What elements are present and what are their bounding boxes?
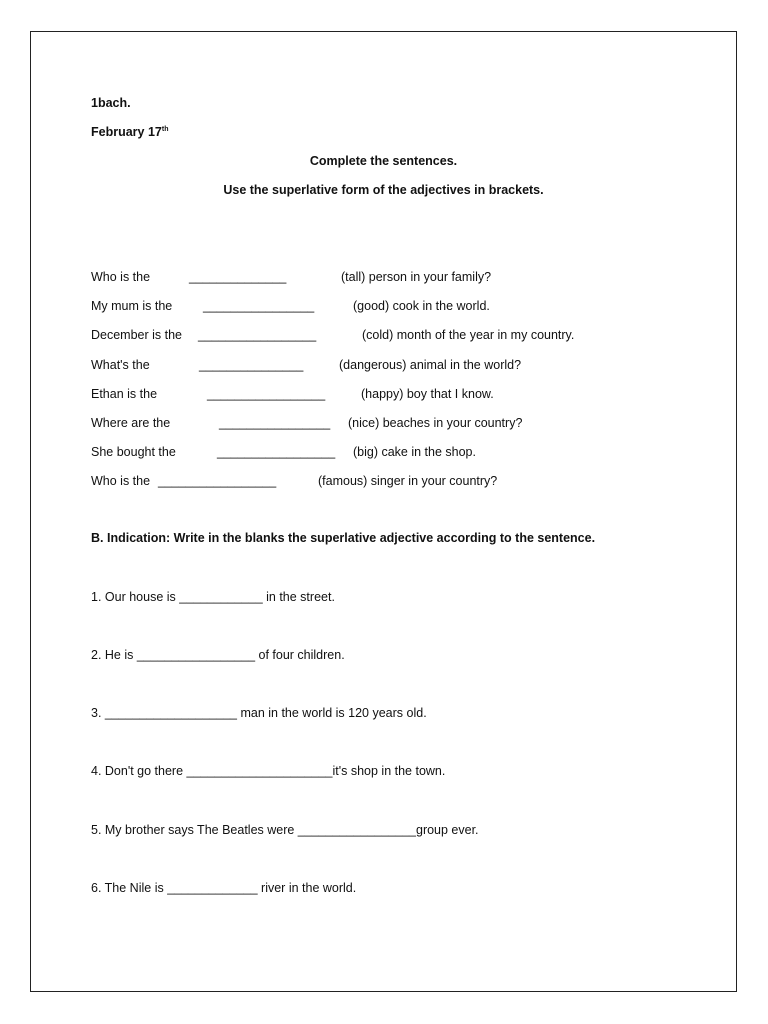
list-item: 1. Our house is ____________ in the street.: [91, 590, 335, 604]
class-label: 1bach.: [91, 96, 131, 110]
answer-blank[interactable]: _________________: [198, 328, 317, 342]
answer-blank[interactable]: ________________: [219, 416, 331, 430]
list-item: 5. My brother says The Beatles were _________________group ever.: [91, 823, 479, 837]
instruction-subtitle: Use the superlative form of the adjectives in brackets.: [223, 183, 544, 197]
sentence-start: What's the: [91, 358, 150, 372]
sentence-rest: (tall) person in your family?: [341, 270, 492, 284]
answer-blank[interactable]: _________________: [207, 387, 326, 401]
answer-blank[interactable]: ______________: [189, 270, 287, 284]
date-main: February 17: [91, 125, 162, 139]
list-item: 4. Don't go there _____________________it's shop in the town.: [91, 764, 446, 778]
sentence-start: Ethan is the: [91, 387, 158, 401]
instruction-title: Complete the sentences.: [309, 154, 458, 168]
list-item: 2. He is _________________ of four children.: [91, 648, 345, 662]
sentence-start: Who is the: [91, 474, 151, 488]
answer-blank[interactable]: _________________: [158, 474, 277, 488]
part-b-title: B. Indication: Write in the blanks the superlative adjective according to the sentence.: [91, 531, 596, 545]
sentence-rest: (nice) beaches in your country?: [348, 416, 523, 430]
date-suffix: th: [161, 125, 169, 133]
list-item: 3. ___________________ man in the world is 120 years old.: [91, 706, 427, 720]
answer-blank[interactable]: ________________: [203, 299, 315, 313]
answer-blank[interactable]: _______________: [199, 358, 304, 372]
answer-blank[interactable]: _________________: [217, 445, 336, 459]
worksheet-page: [30, 31, 737, 992]
list-item: 6. The Nile is _____________ river in the world.: [91, 881, 357, 895]
sentence-start: Who is the: [91, 270, 151, 284]
sentence-rest: (cold) month of the year in my country.: [362, 328, 575, 342]
sentence-rest: (big) cake in the shop.: [353, 445, 476, 459]
sentence-start: She bought the: [91, 445, 176, 459]
sentence-rest: (good) cook in the world.: [353, 299, 490, 313]
sentence-start: December is the: [91, 328, 183, 342]
sentence-rest: (dangerous) animal in the world?: [339, 358, 522, 372]
date-label: [91, 124, 168, 140]
sentence-start: Where are the: [91, 416, 171, 430]
sentence-rest: (happy) boy that I know.: [361, 387, 494, 401]
sentence-rest: (famous) singer in your country?: [318, 474, 498, 488]
sentence-start: My mum is the: [91, 299, 173, 313]
